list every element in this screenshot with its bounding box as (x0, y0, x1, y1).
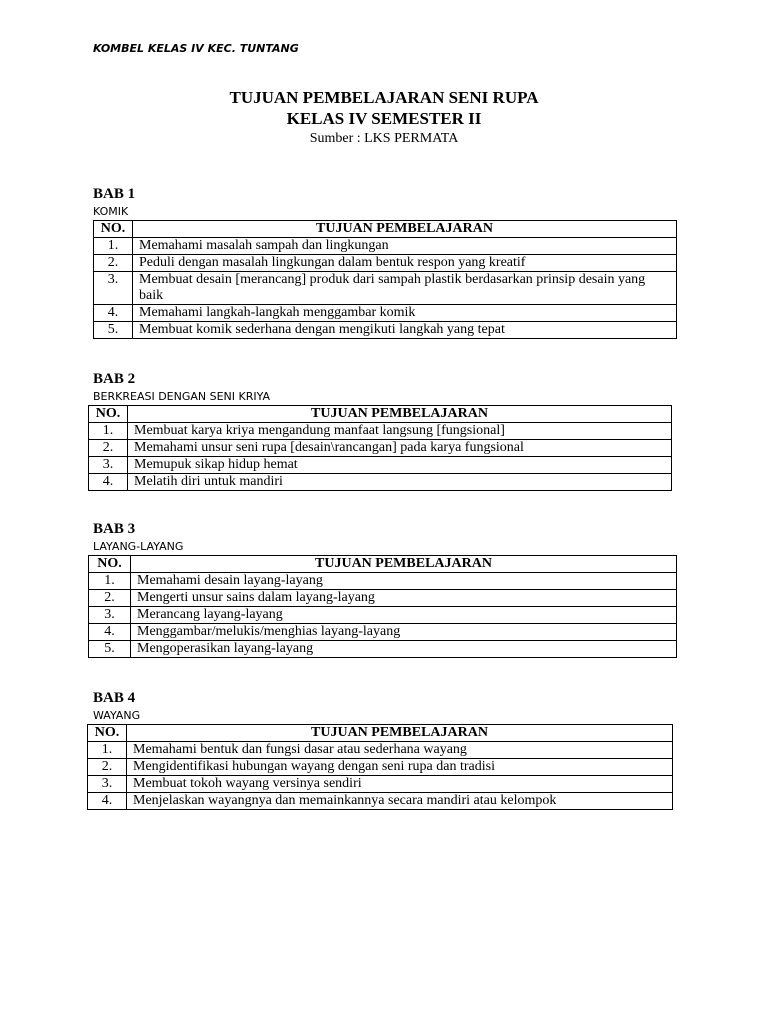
row-number: 1. (88, 742, 127, 759)
table-header-row (89, 556, 677, 573)
row-number: 4. (88, 793, 127, 810)
table-row (89, 573, 677, 590)
row-number: 5. (89, 641, 131, 658)
table-header-row (89, 406, 672, 423)
document-title: TUJUAN PEMBELAJARAN SENI RUPA (229, 88, 539, 107)
row-goal: Membuat karya kriya mengandung manfaat langsung [fungsional] (128, 423, 672, 440)
row-goal: Melatih diri untuk mandiri (128, 474, 672, 491)
goals-table (88, 405, 672, 491)
table-row (94, 272, 677, 305)
goals-table (93, 220, 677, 339)
header-note: KOMBEL KELAS IV KEC. TUNTANG (93, 42, 299, 55)
row-number: 1. (89, 573, 131, 590)
row-number: 3. (88, 776, 127, 793)
chapter-title: BAB 3 (93, 521, 136, 537)
table-row (88, 776, 673, 793)
chapter-subtitle: LAYANG-LAYANG (93, 540, 184, 553)
row-number: 5. (94, 322, 133, 339)
source-line: Sumber : LKS PERMATA (309, 131, 459, 146)
goal-column-header: TUJUAN PEMBELAJARAN (133, 221, 677, 238)
row-goal: Memupuk sikap hidup hemat (128, 457, 672, 474)
row-number: 3. (89, 607, 131, 624)
table-row (88, 793, 673, 810)
chapter-title: BAB 2 (93, 371, 136, 387)
chapter-title: BAB 1 (93, 186, 136, 202)
row-number: 4. (89, 624, 131, 641)
goals-table (87, 724, 673, 810)
no-column-header: NO. (88, 725, 127, 742)
table-row (89, 440, 672, 457)
row-goal: Mengoperasikan layang-layang (131, 641, 677, 658)
row-goal: Merancang layang-layang (131, 607, 677, 624)
row-goal: Membuat komik sederhana dengan mengikuti langkah yang tepat (133, 322, 677, 339)
chapter-subtitle: WAYANG (93, 709, 141, 722)
table-row (88, 759, 673, 776)
chapter-bab-1 (93, 185, 677, 339)
table-row (89, 474, 672, 491)
row-goal: Membuat desain [merancang] produk dari sampah plastik berdasarkan prinsip desain yang baik (133, 272, 677, 305)
table-row (94, 305, 677, 322)
table-row (94, 238, 677, 255)
row-number: 2. (94, 255, 133, 272)
goals-table (88, 555, 677, 658)
row-number: 2. (89, 590, 131, 607)
row-goal: Memahami langkah-langkah menggambar komik (133, 305, 677, 322)
table-row (94, 255, 677, 272)
row-number: 2. (89, 440, 128, 457)
chapter-bab-4 (87, 689, 673, 810)
row-number: 1. (89, 423, 128, 440)
row-number: 2. (88, 759, 127, 776)
table-row (89, 590, 677, 607)
chapter-bab-2 (88, 370, 672, 491)
row-goal: Menggambar/melukis/menghias layang-layang (131, 624, 677, 641)
row-goal: Mengidentifikasi hubungan wayang dengan seni rupa dan tradisi (127, 759, 673, 776)
table-row (94, 322, 677, 339)
table-header-row (94, 221, 677, 238)
row-goal: Menjelaskan wayangnya dan memainkannya secara mandiri atau kelompok (127, 793, 673, 810)
table-row (89, 641, 677, 658)
document-subtitle: KELAS IV SEMESTER II (286, 109, 482, 128)
goal-column-header: TUJUAN PEMBELAJARAN (128, 406, 672, 423)
title-block (0, 87, 768, 149)
row-goal: Peduli dengan masalah lingkungan dalam bentuk respon yang kreatif (133, 255, 677, 272)
row-goal: Memahami masalah sampah dan lingkungan (133, 238, 677, 255)
row-number: 3. (94, 272, 133, 305)
row-number: 4. (94, 305, 133, 322)
row-goal: Mengerti unsur sains dalam layang-layang (131, 590, 677, 607)
table-row (89, 423, 672, 440)
goal-column-header: TUJUAN PEMBELAJARAN (127, 725, 673, 742)
row-number: 4. (89, 474, 128, 491)
chapter-subtitle: BERKREASI DENGAN SENI KRIYA (93, 390, 271, 403)
table-row (88, 742, 673, 759)
row-goal: Memahami desain layang-layang (131, 573, 677, 590)
row-number: 1. (94, 238, 133, 255)
goal-column-header: TUJUAN PEMBELAJARAN (131, 556, 677, 573)
row-goal: Memahami unsur seni rupa [desain\rancangan] pada karya fungsional (128, 440, 672, 457)
chapter-title: BAB 4 (93, 690, 136, 706)
row-goal: Memahami bentuk dan fungsi dasar atau sederhana wayang (127, 742, 673, 759)
no-column-header: NO. (89, 406, 128, 423)
row-number: 3. (89, 457, 128, 474)
table-row (89, 457, 672, 474)
chapter-subtitle: KOMIK (93, 205, 129, 218)
no-column-header: NO. (94, 221, 133, 238)
row-goal: Membuat tokoh wayang versinya sendiri (127, 776, 673, 793)
chapter-bab-3 (88, 520, 677, 658)
table-row (89, 607, 677, 624)
table-header-row (88, 725, 673, 742)
table-row (89, 624, 677, 641)
no-column-header: NO. (89, 556, 131, 573)
